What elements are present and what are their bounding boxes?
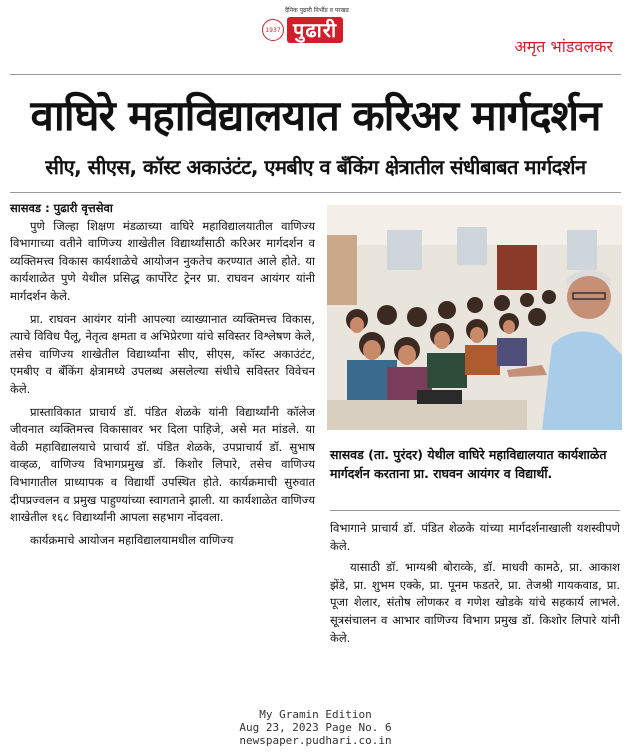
divider bbox=[10, 192, 621, 193]
logo-text: पुढारी bbox=[287, 17, 343, 43]
paragraph: विभागाने प्राचार्य डॉ. पंडित शेळके यांच्या मार्गदर्शनाखाली यशस्वीपणे केले. bbox=[330, 521, 620, 553]
paragraph: कार्यक्रमाचे आयोजन महाविद्यालयामधील वाणिज्य bbox=[30, 532, 234, 547]
logo-emblem-icon: 1937 bbox=[262, 19, 284, 41]
paragraph: पुणे जिल्हा शिक्षण मंडळाच्या वाघिरे महाविद्यालयातील वाणिज्य विभागाच्या वतीने वाणिज्य शाखेतील विद्यार्थ्यांसाठी करिअर मार्गदर्शन व व्यक्तिमत्त्व विकास कार्यशाळेचे आयोजन नुकतेच करण्यात आले होते. या कार्यशाळेत पुणे येथील प्रसिद्ध कार्पोरेट ट्रेनर प्रा. राघवन आयंगर यांनी मार्गदर्शन केले. bbox=[10, 218, 315, 303]
footer-date-page: Aug 23, 2023 Page No. 6 bbox=[239, 721, 392, 734]
paragraph: प्रास्ताविकात प्राचार्य डॉ. पंडित शेळके यांनी विद्यार्थ्यांनी कॉलेज जीवनात व्यक्तिमत्त्व विकासावर भर दिला पाहिजे, असे मत मांडले. या वेळी महाविद्यालयाचे प्राचार्य डॉ. पंडित शेळके, उपप्राचार्य डॉ. सुभाष वाव्हळ, वाणिज्य विभागप्रमुख डॉ. किशोर लिपारे, तसेच वाणिज्य विभागातील प्राध्यापक व विद्यार्थी उपस्थित होते. कार्यक्रमाची सुरुवात दीपप्रज्वलन व प्रमुख पाहुण्यांच्या स्वागताने झाली. या कार्यशाळेत वाणिज्य शाखेतील १६८ विद्यार्थ्यांनी आपला सहभाग नोंदवला. bbox=[10, 404, 315, 525]
article-column-left bbox=[10, 200, 315, 549]
dateline: सासवड : पुढारी वृत्तसेवा bbox=[10, 201, 113, 215]
author-byline: अमृत भांडवलकर bbox=[514, 37, 613, 56]
photo-caption: सासवड (ता. पुरंदर) येथील वाघिरे महाविद्यालयात कार्यशाळेत मार्गदर्शन करताना प्रा. राघवन आयंगर व विद्यार्थी. bbox=[330, 447, 607, 481]
divider bbox=[330, 510, 620, 511]
classroom-photo bbox=[327, 205, 622, 430]
masthead bbox=[0, 0, 631, 70]
paragraph: यासाठी डॉ. भाग्यश्री बोराव्के, डॉ. माधवी कामठे, प्रा. आकाश झेंडे, प्रा. शुभम एक्के, प्रा. पूनम फडतरे, प्रा. तेजश्री गायकवाड, प्रा. पूजा शेलार, संतोष लोणकर व गणेश खोडके यांचे सहकार्य लाभले. सूत्रसंचालन व आभार वाणिज्य विभाग प्रमुख डॉ. किशोर लिपारे यांनी केले. bbox=[330, 560, 620, 645]
page-footer bbox=[0, 708, 631, 747]
logo-tagline: दैनिक पुढारी निर्भीड व परखड bbox=[285, 7, 349, 14]
article-photo bbox=[327, 205, 622, 430]
divider bbox=[10, 74, 621, 75]
paragraph: प्रा. राघवन आयंगर यांनी आपल्या व्याख्यानात व्यक्तिमत्त्व विकास, त्याचे विविध पैलू, नेतृत्व क्षमता व अभिप्रेरणा यांचे सविस्तर विश्लेषण केले, तसेच वाणिज्य शाखेतील विद्यार्थ्यांना सीए, सीएस, कॉस्ट अकाउंटंट, एमबीए व बँकिंग क्षेत्रामध्ये उपलब्ध असलेल्या संधीचे सविस्तर विवेचन केले. bbox=[10, 311, 315, 396]
newspaper-logo[interactable] bbox=[262, 14, 343, 46]
article-subhead: सीए, सीएस, कॉस्ट अकाउंटंट, एमबीए व बँकिंग क्षेत्रातील संधीबाबत मार्गदर्शन bbox=[45, 155, 586, 179]
footer-site-link[interactable]: newspaper.pudhari.co.in bbox=[239, 734, 392, 747]
article-column-right bbox=[330, 520, 620, 647]
footer-edition: My Gramin Edition bbox=[259, 708, 372, 721]
article-headline: वाघिरे महाविद्यालयात करिअर मार्गदर्शन bbox=[30, 91, 601, 140]
